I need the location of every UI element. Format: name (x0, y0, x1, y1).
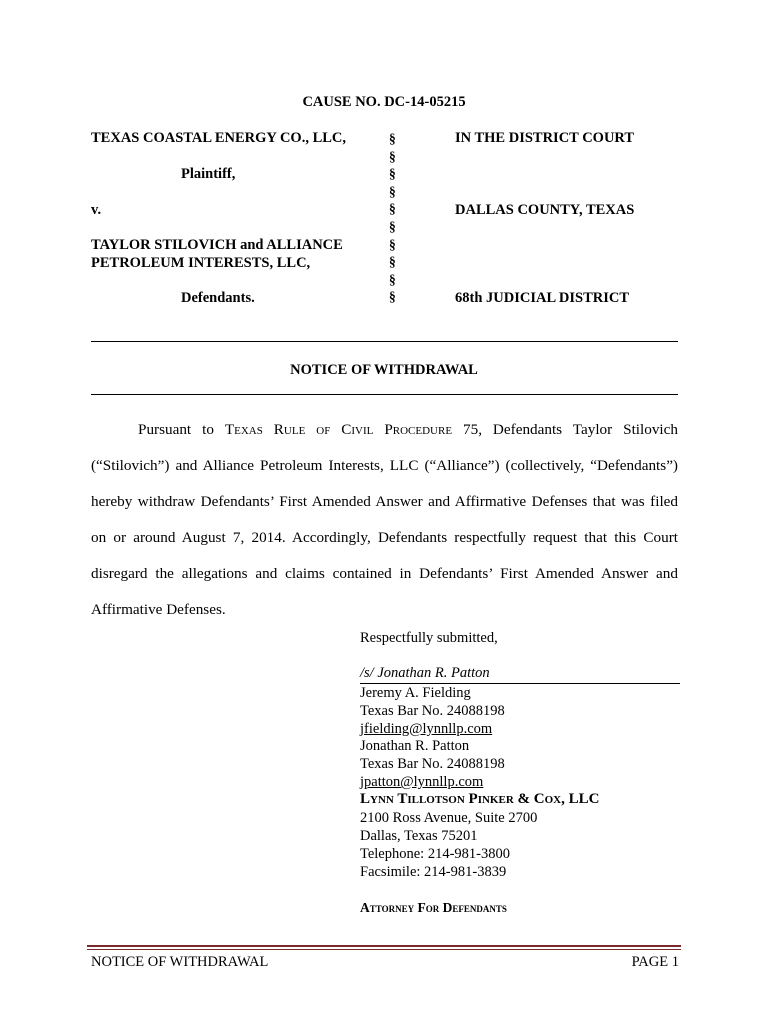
plaintiff-name: TEXAS COASTAL ENERGY CO., LLC, (91, 130, 347, 146)
attorney-1-email[interactable]: jfielding@lynnllp.com (360, 721, 493, 737)
body-paragraph (91, 412, 678, 628)
versus: v. (91, 202, 102, 218)
attorney-1-bar: Texas Bar No. 24088198 (360, 703, 505, 719)
county-name: DALLAS COUNTY, TEXAS (455, 202, 635, 218)
attorney-2-email[interactable]: jpatton@lynnllp.com (360, 774, 484, 790)
page-number: PAGE 1 (631, 954, 679, 970)
closing: Respectfully submitted, (360, 630, 498, 646)
section-mark: § (389, 218, 396, 234)
cause-number: CAUSE NO. DC-14-05215 (302, 94, 466, 110)
attorney-2-bar: Texas Bar No. 24088198 (360, 756, 505, 772)
attorney-for: Attorney For Defendants (360, 900, 507, 915)
body-rest: 75, Defendants Taylor Stilovich (“Stilovich”) and Alliance Petroleum Interests, LLC (“Alliance”) (collectively, “Defendants”) hereby withdraw Defendants’ First Amended Answer and Affirmative Defenses that was filed on or around August 7, 2014. Accordingly, Defendants respectfully request that this Court disregard the allegations and claims contained in Defendants’ First Amended Answer and Affirmative Defenses. (91, 421, 678, 618)
section-mark: § (389, 236, 396, 252)
section-mark: § (389, 148, 396, 164)
section-mark: § (389, 131, 396, 146)
document-title: NOTICE OF WITHDRAWAL (290, 362, 478, 378)
section-mark: § (389, 201, 396, 217)
firm-facsimile: Facsimile: 214-981-3839 (360, 864, 507, 880)
firm-address-2: Dallas, Texas 75201 (360, 828, 478, 844)
title-rule-top (91, 341, 678, 342)
defendant-line-2: PETROLEUM INTERESTS, LLC, (91, 255, 311, 271)
plaintiff-role: Plaintiff, (181, 166, 236, 182)
title-rule-bottom (91, 394, 678, 395)
section-mark: § (389, 183, 396, 199)
body-lead: Pursuant to (138, 421, 225, 438)
footer-rule-thin (87, 949, 681, 950)
defendant-role: Defendants. (181, 290, 255, 306)
electronic-signature: /s/ Jonathan R. Patton (360, 665, 490, 681)
section-mark: § (389, 166, 396, 182)
section-mark: § (389, 254, 396, 270)
footer-rule (87, 945, 681, 947)
firm-name: Lynn Tillotson Pinker & Cox, LLC (360, 791, 600, 807)
section-mark: § (389, 271, 396, 287)
attorney-1-name: Jeremy A. Fielding (360, 685, 471, 701)
judicial-district: 68th JUDICIAL DISTRICT (455, 290, 630, 306)
section-marks-column (389, 130, 396, 306)
court-name: IN THE DISTRICT COURT (455, 130, 635, 146)
defendant-line-1: TAYLOR STILOVICH and ALLIANCE (91, 237, 343, 253)
footer-title: NOTICE OF WITHDRAWAL (91, 954, 269, 970)
signature-line (360, 683, 680, 684)
section-mark: § (389, 289, 396, 305)
firm-address-1: 2100 Ross Avenue, Suite 2700 (360, 810, 538, 826)
rule-name: Texas Rule of Civil Procedure (224, 421, 453, 438)
firm-telephone: Telephone: 214-981-3800 (360, 846, 510, 862)
attorney-2-name: Jonathan R. Patton (360, 738, 470, 754)
